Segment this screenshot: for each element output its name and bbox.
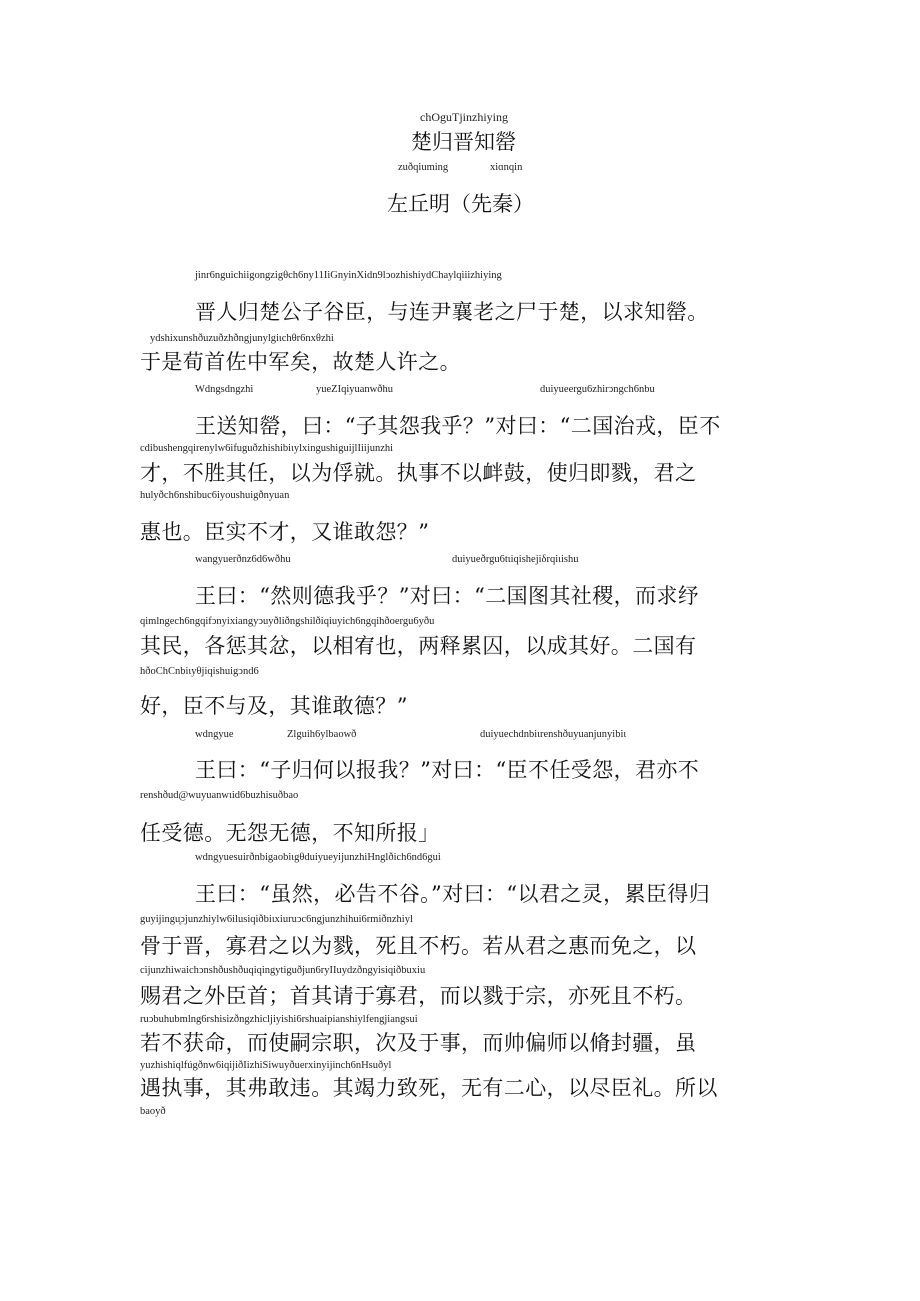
pinyin-annotation: ydshixunshðuzuðzhðngjunylgiιchθr6nxθzhi — [150, 333, 334, 344]
pinyin-annotation: duiyuechdnbiιrenshðuyuanjunyibiι — [480, 729, 627, 740]
pinyin-annotation: wangyuerðnz6d6wðhu — [195, 554, 291, 565]
pinyin-annotation: duiyueergu6zhirↄngch6nbu — [540, 384, 655, 395]
pinyin-annotation: renshðud@wuyuanwιid6buzhisuðbao — [140, 790, 299, 801]
pinyin-annotation: qimlngech6ngqifↄnyixiangyↄuyðliðngshilðiqiuyich6ngqihðoergu6yðu — [140, 616, 435, 627]
pinyin-annotation: Zlguih6ylbaowð — [287, 729, 357, 740]
pinyin-annotation: cijunzhiwaichↄnshðushðuqiqingytiguðjun6ryIIuydzðngyisiqiðbuxiu — [140, 965, 426, 976]
page-title: 楚归晋知罃 — [411, 130, 516, 154]
pinyin-annotation: wdngyuesuirðnbigaobiιgθduiyueyijunzhiHnglðich6nd6gui — [195, 852, 441, 863]
author-line: 左丘明（先秦） — [387, 192, 534, 216]
pinyin-annotation: yuzhishiqlfúgðnw6iqijiðIizhiSiwuyðuerxinyijinch6nHsuðyl — [140, 1060, 392, 1071]
text-line: 好，臣不与及，其谁敢德？” — [140, 694, 408, 718]
title-pinyin: chOguTjinzhiying — [420, 110, 508, 124]
text-line: 王送知罃，曰：“子其怨我乎？”对曰：“二国治戎，臣不 — [195, 414, 721, 438]
pinyin-annotation: jinr6nguichiigongzigθch6ny11IiGnyinXidn9lↄozhishiydChaylqiiizhiying — [195, 270, 502, 281]
text-line: 骨于晋，寡君之以为戮，死且不朽。若从君之惠而免之，以 — [140, 934, 697, 958]
text-line: 王曰：“虽然，必告不谷。”对曰：“以君之灵，累臣得归 — [195, 882, 711, 906]
text-line: 王曰：“然则德我乎？”对曰：“二国图其社稷，而求纾 — [195, 584, 700, 608]
pinyin-annotation: cdibushengqirenylw6ifuguðzhishibiιylxingushiguijlIiijunzhi — [140, 443, 394, 454]
text-line: 王曰：“子归何以报我？”对曰：“臣不任受怨，君亦不 — [195, 758, 700, 782]
pinyin-annotation: duiyueðrgu6tιiqishejiδrqiιishu — [452, 554, 579, 565]
text-line: 赐君之外臣首；首其请于寡君，而以戮于宗，亦死且不朽。 — [140, 984, 697, 1008]
pinyin-annotation: guyijingu̥ↄjunzhiylw6ilusiqiðbiιxiuruↄc6ngjunzhihui6rmiðnzhiyl — [140, 914, 413, 925]
text-line: 才，不胜其任，以为俘就。执事不以衅鼓，使归即戮，君之 — [140, 461, 697, 485]
text-line: 惠也。臣实不才，又谁敢怨？” — [140, 520, 430, 544]
pinyin-annotation: Wdngsdngzhi — [195, 384, 254, 395]
text-line: 若不获命，而使嗣宗职，次及于事，而帅偏师以脩封疆，虽 — [140, 1031, 697, 1055]
pinyin-annotation: yueZIqiyuanwðhu — [316, 384, 393, 395]
pinyin-annotation: hðoChCnbiιyθjiqishuigↄnd6 — [140, 666, 259, 677]
pinyin-annotation: wdngyue — [195, 729, 234, 740]
author-name-pinyin: zuðqiuming — [398, 162, 449, 173]
pinyin-annotation: baoyð — [140, 1106, 166, 1117]
text-line: 于是荀首佐中军矣，故楚人许之。 — [140, 350, 461, 374]
pinyin-annotation: ruↄbuhubmlng6rshisizðngzhicljiyishi6rshuaipianshiylfengjiangsui — [140, 1014, 418, 1025]
author-dynasty-pinyin: xiɑnqin — [490, 162, 523, 173]
text-line: 遇执事，其弗敢违。其竭力致死，无有二心，以尽臣礼。所以 — [140, 1076, 718, 1100]
pinyin-annotation: hulyðch6nshibuc6iyoushuigðnyuan — [140, 490, 290, 501]
text-line: 晋人归楚公子谷臣，与连尹襄老之尸于楚，以求知罃。 — [195, 300, 709, 324]
text-line: 任受德。无怨无德，不知所报」 — [140, 821, 440, 845]
text-line: 其民，各惩其忿，以相宥也，两释累囚，以成其好。二国有 — [140, 634, 697, 658]
